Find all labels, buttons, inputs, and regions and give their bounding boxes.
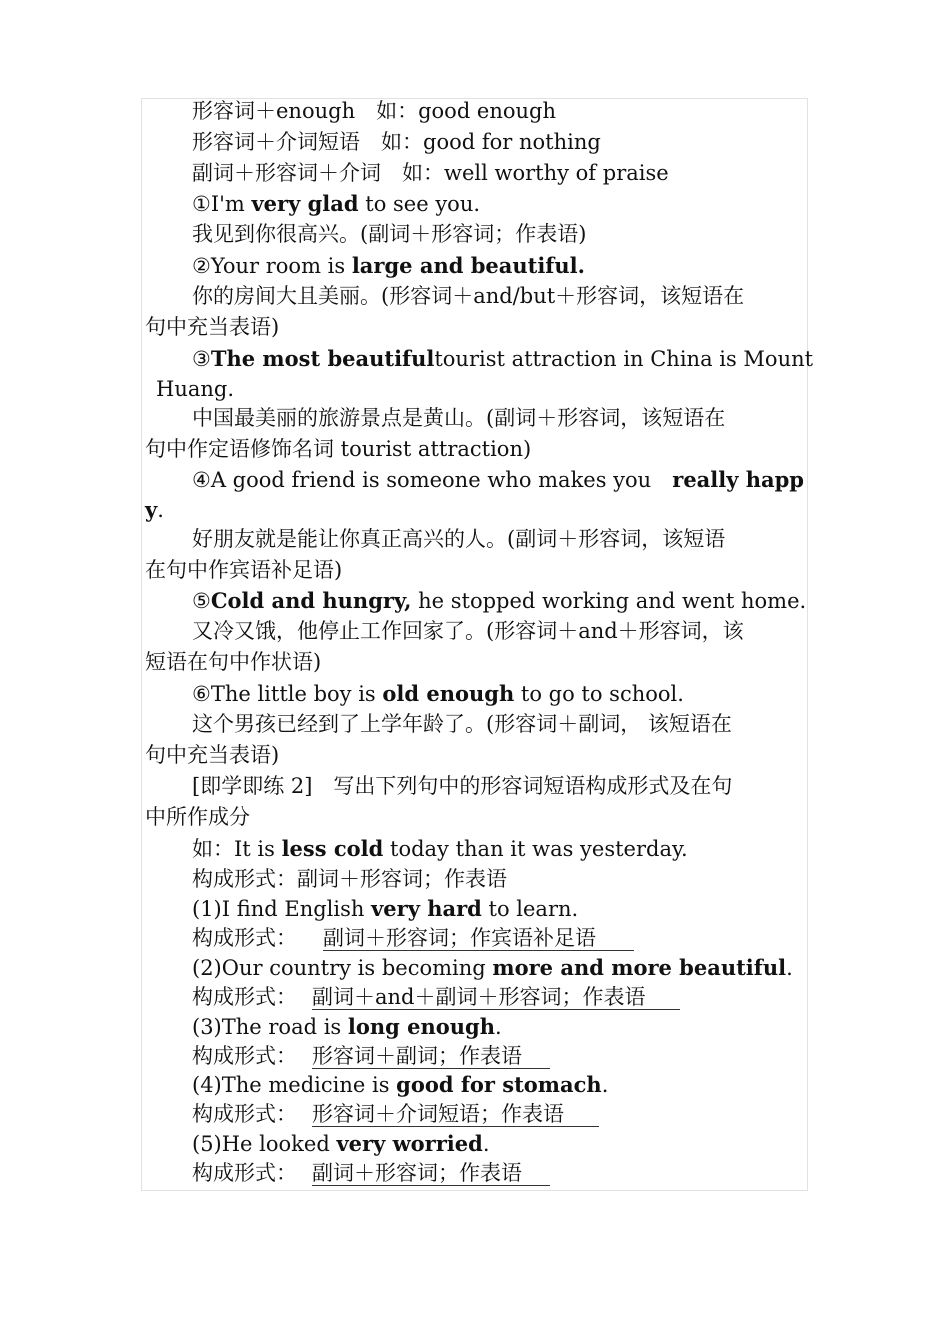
example-3 [192, 344, 814, 374]
example-4-period: . [157, 498, 164, 522]
example-4-phrase: really happ [672, 467, 804, 492]
exercise-5 [192, 1129, 490, 1159]
example-5-translation-cont: 短语在句中作状语) [145, 650, 322, 674]
exercise-4-phrase: good for stomach [396, 1072, 602, 1097]
example-2-translation-cont: 句中充当表语) [145, 315, 280, 339]
example-3-cont: Huang. [156, 377, 235, 401]
exercise-1-text: (1)I find English [192, 897, 372, 921]
exercise-1-phrase: very hard [371, 896, 482, 921]
example-5-translation: 又冷又饿，他停止工作回家了。(形容词＋and＋形容词，该 [192, 619, 744, 643]
example-6-translation-cont: 句中充当表语) [145, 743, 280, 767]
exercise-3-answer: 形容词＋副词；作表语 [312, 1041, 550, 1069]
exercise-2-answer: 副词＋and＋副词＋形容词；作表语 [312, 982, 680, 1010]
exercise-3-text-end: . [494, 1015, 502, 1039]
example-4-phrase-end: y [145, 497, 158, 522]
example-5-phrase: Cold and hungry, [210, 588, 412, 613]
example-1 [192, 189, 480, 219]
exercise-heading-cont: 中所作成分 [145, 805, 250, 829]
exercise-1-answer: 副词＋形容词；作宾语补足语 [323, 923, 634, 951]
exercise-2 [192, 953, 793, 983]
pattern-line-3: 副词＋形容词＋介词 如：well worthy of praise [192, 161, 669, 185]
example-5 [192, 586, 806, 616]
example-3-translation-cont: 句中作定语修饰名词 tourist attraction) [145, 437, 532, 461]
exercise-heading: [即学即练 2] 写出下列句中的形容词短语构成形式及在句 [192, 774, 733, 798]
example-2-text: ②Your room is [192, 254, 352, 278]
exercise-2-text: (2)Our country is becoming [192, 956, 493, 980]
exercise-3-text: (3)The road is [192, 1015, 348, 1039]
example-4-translation: 好朋友就是能让你真正高兴的人。(副词＋形容词，该短语 [192, 527, 726, 551]
example-4-cont [145, 495, 164, 525]
exercise-3 [192, 1012, 502, 1042]
exercise-example-phrase: less cold [281, 836, 384, 861]
exercise-5-answer: 副词＋形容词；作表语 [312, 1158, 550, 1186]
example-1-translation: 我见到你很高兴。(副词＋形容词；作表语) [192, 222, 587, 246]
exercise-example-text-end: today than it was yesterday. [383, 837, 688, 861]
exercise-example-text: 如：It is [192, 837, 282, 861]
example-6-translation: 这个男孩已经到了上学年龄了。(形容词＋副词， 该短语在 [192, 712, 732, 736]
exercise-2-phrase: more and more beautiful [492, 955, 787, 980]
exercise-4-text: (4)The medicine is [192, 1073, 397, 1097]
example-4-text: ④A good friend is someone who makes you [192, 468, 652, 492]
example-5-text: he stopped working and went home. [411, 589, 807, 613]
example-3-number: ③ [192, 347, 211, 371]
exercise-5-text-end: . [482, 1132, 490, 1156]
example-4 [192, 465, 804, 495]
example-5-number: ⑤ [192, 589, 211, 613]
exercise-3-label: 构成形式： [192, 1044, 297, 1068]
exercise-1-text-end: to learn. [481, 897, 579, 921]
pattern-line-1: 形容词＋enough 如：good enough [192, 99, 557, 123]
example-1-text: ①I'm [192, 192, 252, 216]
pattern-line-2: 形容词＋介词短语 如：good for nothing [192, 130, 601, 154]
example-6-phrase: old enough [382, 681, 515, 706]
example-6-text: ⑥The little boy is [192, 682, 383, 706]
exercise-2-text-end: . [786, 956, 793, 980]
exercise-example [192, 834, 688, 864]
exercise-4-answer: 形容词＋介词短语；作表语 [312, 1099, 599, 1127]
exercise-5-label: 构成形式： [192, 1161, 297, 1185]
exercise-example-answer: 构成形式：副词＋形容词；作表语 [192, 867, 507, 891]
example-3-translation: 中国最美丽的旅游景点是黄山。(副词＋形容词，该短语在 [192, 406, 726, 430]
exercise-1 [192, 894, 578, 924]
exercise-4-label: 构成形式： [192, 1102, 297, 1126]
exercise-3-phrase: long enough [347, 1014, 495, 1039]
example-2 [192, 251, 585, 281]
example-1-phrase: very glad [251, 191, 359, 216]
example-6 [192, 679, 684, 709]
exercise-5-phrase: very worried [336, 1131, 483, 1156]
exercise-5-text: (5)He looked [192, 1132, 337, 1156]
example-3-phrase: The most beautiful [210, 346, 435, 371]
example-3-text: tourist attraction in China is Mount [434, 347, 814, 371]
example-1-text-end: to see you. [358, 192, 481, 216]
exercise-4 [192, 1070, 608, 1100]
example-6-text-end: to go to school. [514, 682, 684, 706]
exercise-1-label: 构成形式： [192, 926, 297, 950]
example-2-translation: 你的房间大且美丽。(形容词＋and/but＋形容词，该短语在 [192, 284, 745, 308]
example-4-translation-cont: 在句中作宾语补足语) [145, 558, 343, 582]
exercise-4-text-end: . [601, 1073, 609, 1097]
example-2-phrase: large and beautiful. [351, 253, 585, 278]
exercise-2-label: 构成形式： [192, 985, 297, 1009]
